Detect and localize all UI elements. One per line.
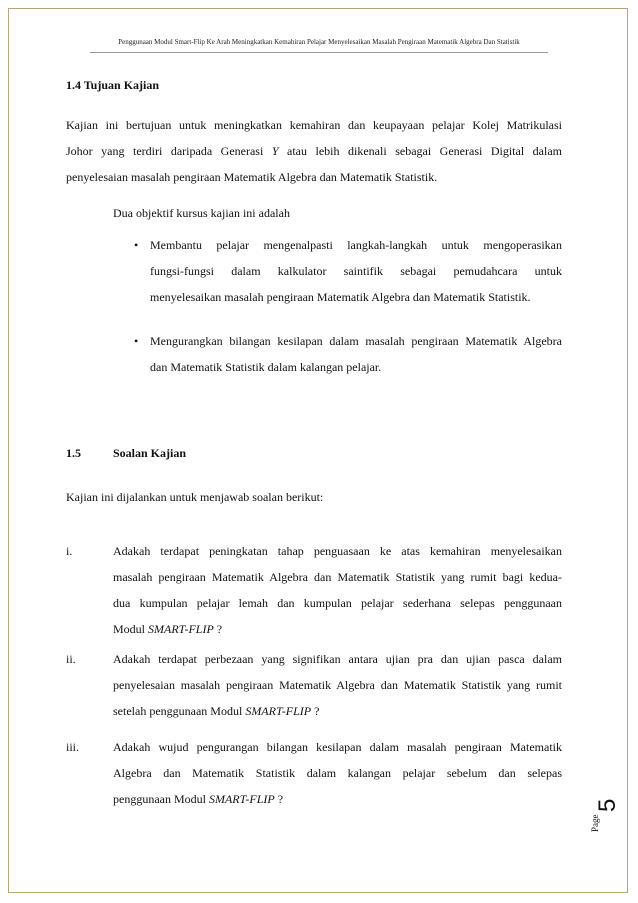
question-item — [113, 538, 562, 642]
bullet-icon: • — [134, 334, 139, 348]
bullet-line: menyelesaikan masalah pengiraan Matematik Algebra dan Matematik Statistik. — [150, 290, 531, 304]
text-fragment: setelah penggunaan Modul — [113, 704, 246, 718]
questions-intro: Kajian ini dijalankan untuk menjawab soalan berikut: — [66, 490, 324, 504]
text-fragment: atau lebih dikenali sebagai Generasi Digital dalam — [278, 144, 562, 158]
question-line: Adakah wujud pengurangan bilangan kesilapan dalam masalah pengiraan Matematik — [113, 740, 562, 754]
question-line: dua kumpulan pelajar lemah dan kumpulan pelajar sederhana selepas penggunaan — [113, 596, 562, 610]
running-header: Penggunaan Modul Smart-Flip Ke Arah Meningkatkan Kemahiran Pelajar Menyelesaikan Masalah Pengiraan Matematik Algebra Dan Statistik — [118, 38, 520, 46]
bullet-line: dan Matematik Statistik dalam kalangan pelajar. — [150, 360, 382, 374]
paragraph-line: penyelesaian masalah pengiraan Matematik Algebra dan Matematik Statistik. — [66, 170, 438, 184]
module-name: SMART-FLIP — [148, 622, 214, 636]
page-word: Page — [590, 814, 600, 832]
paragraph-line — [66, 138, 562, 164]
text-fragment: ? — [311, 704, 320, 718]
question-line — [113, 786, 562, 812]
section-heading-1-5: Soalan Kajian — [113, 446, 187, 460]
module-name: SMART-FLIP — [208, 792, 275, 806]
text-fragment: ? — [213, 622, 223, 636]
bullet-line: Mengurangkan bilangan kesilapan dalam masalah pengiraan Matematik Algebra — [150, 334, 562, 348]
bullet-icon: • — [134, 238, 139, 252]
question-item — [113, 734, 562, 812]
question-numeral: i. — [66, 544, 73, 558]
question-numeral: iii. — [66, 740, 80, 754]
question-line: Adakah terdapat peningkatan tahap penguasaan ke atas kemahiran menyelesaikan — [113, 544, 562, 558]
math-variable: Y — [271, 144, 279, 158]
question-line: masalah pengiraan Matematik Algebra dan Matematik Statistik yang rumit bagi kedua- — [113, 570, 562, 584]
question-item — [113, 646, 562, 724]
bullet-item — [150, 232, 562, 310]
question-numeral: ii. — [66, 652, 76, 666]
paragraph-line: Kajian ini bertujuan untuk meningkatkan kemahiran dan keupayaan pelajar Kolej Matrikulasi — [66, 118, 562, 132]
question-line — [113, 616, 562, 642]
bullet-line: Membantu pelajar mengenalpasti langkah-langkah untuk mengoperasikan — [150, 238, 562, 252]
question-line: penyelesaian masalah pengiraan Matematik Algebra dan Matematik Statistik yang rumit — [113, 678, 562, 692]
page-number — [588, 798, 624, 892]
text-fragment: ? — [274, 792, 284, 806]
text-fragment: Modul — [113, 622, 149, 636]
question-line: Algebra dan Matematik Statistik dalam kalangan pelajar sebelum dan selepas — [113, 766, 562, 780]
text-fragment: Johor yang terdiri daripada Generasi — [66, 144, 272, 158]
header-divider — [90, 52, 548, 53]
objectives-intro: Dua objektif kursus kajian ini adalah — [113, 206, 290, 220]
module-name: SMART-FLIP — [245, 704, 312, 718]
bullet-item — [150, 328, 562, 380]
paragraph-tujuan — [66, 112, 562, 190]
section-heading-1-4: 1.4 Tujuan Kajian — [66, 78, 160, 92]
question-line — [113, 698, 562, 724]
page-digit: 5 — [594, 798, 621, 812]
bullet-line: fungsi-fungsi dalam kalkulator saintifik sebagai pemudahcara untuk — [150, 264, 562, 278]
question-line: Adakah terdapat perbezaan yang signifikan antara ujian pra dan ujian pasca dalam — [113, 652, 562, 666]
section-number-1-5: 1.5 — [66, 446, 81, 460]
text-fragment: penggunaan Modul — [113, 792, 209, 806]
